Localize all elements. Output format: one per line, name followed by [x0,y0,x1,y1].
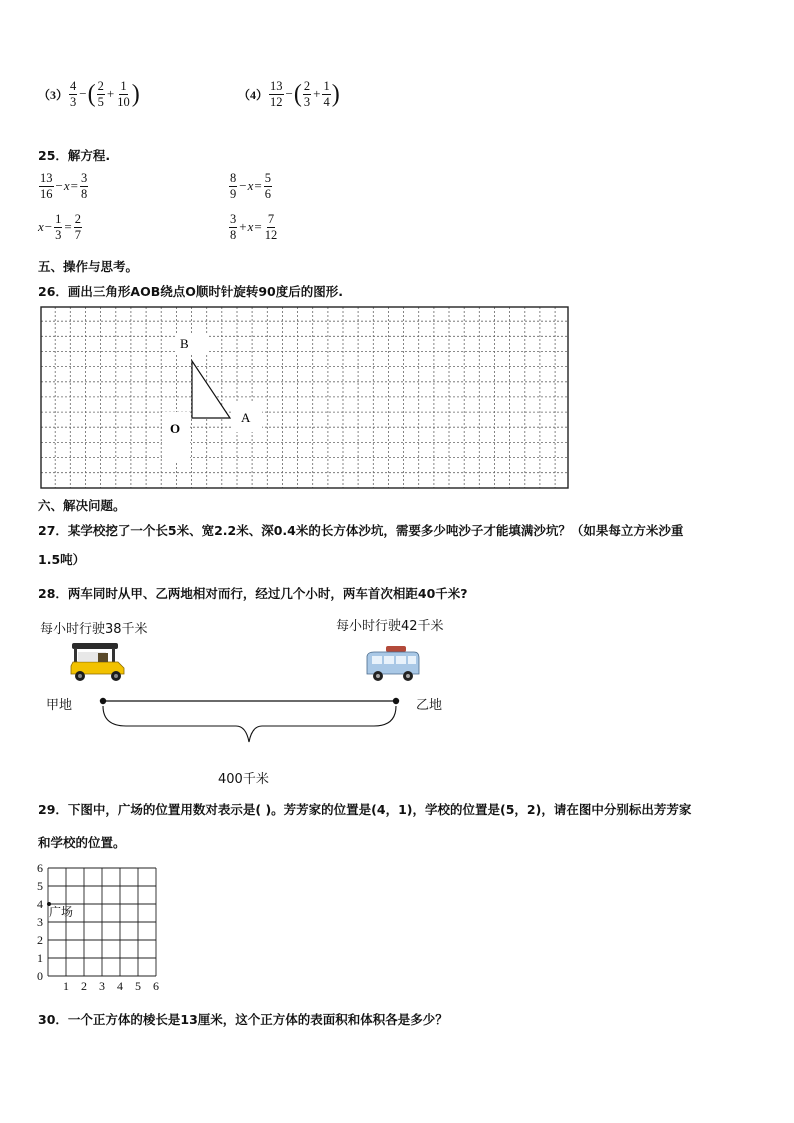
q25-title: 25．解方程. [38,148,111,163]
y-tick-label: 2 [37,933,43,947]
distance-label: 400千米 [218,772,269,787]
q30-title: 30．一个正方体的棱长是13厘米，这个正方体的表面积和体积各是多少？ [38,1012,448,1027]
equation-2: $\frac{8}{9}$ − x = $\frac{5}{6}$ [230,171,271,201]
y-tick-label: 6 [37,864,43,875]
equation-1: $\frac{13}{16}$ − x = $\frac{3}{8}$ [40,171,88,201]
q27-line1: 27．某学校挖了一个长5米、宽2.2米、深0.4米的长方体沙坑，需要多少吨沙子才能填满沙坑？（如果每立方米沙重 [38,523,684,538]
equation-4: $\frac{3}{8}$ + x = $\frac{7}{12}$ [230,212,278,242]
distance-diagram [96,692,406,752]
equation-3: x − $\frac{1}{3}$ = $\frac{2}{7}$ [38,212,81,242]
rotation-grid [40,306,570,490]
q29-line2: 和学校的位置。 [38,835,126,850]
section-6-heading: 六、解决问题。 [38,498,126,513]
item-label: （3） [38,87,69,102]
label-b: B [180,336,189,351]
q29-line1: 29．下图中，广场的位置用数对表示是( )。芳芳家的位置是(4，1)，学校的位置是(5，2)，请在图中分别标出芳芳家 [38,802,692,817]
label-o: O [170,421,181,436]
q26-title: 26．画出三角形AOB绕点O顺时针旋转90度后的图形. [38,284,343,299]
x-tick-label: 4 [117,979,123,993]
item-label: （4） [238,87,269,102]
x-tick-label: 3 [99,979,105,993]
x-tick-label: 1 [63,979,69,993]
start-point [100,698,106,704]
van-icon [364,644,422,684]
right-place: 乙地 [416,698,443,713]
q24-item3: （3） $\frac{4}{3}$ − ( $\frac{2}{5}$ + $\frac{1}{10}$ ) [38,79,140,109]
q28-title: 28．两车同时从甲、乙两地相对而行，经过几个小时，两车首次相距40千米? [38,586,468,601]
left-speed: 每小时行驶38千米 [40,622,148,637]
x-tick-label: 2 [81,979,87,993]
coordinate-grid [30,864,166,996]
y-tick-label: 0 [37,969,43,983]
y-tick-label: 1 [37,951,43,965]
y-tick-label: 4 [37,897,43,911]
plaza-label: 广场 [49,905,74,919]
y-tick-label: 3 [37,915,43,929]
section-5-heading: 五、操作与思考。 [38,259,139,274]
q24-item4: （4） $\frac{13}{12}$ − ( $\frac{2}{3}$ + $\frac{1}{4}$ ) [238,79,340,109]
triangle-aob [192,361,230,418]
tuk-tuk-icon [68,640,130,682]
grid-border [41,307,568,488]
y-tick-label: 5 [37,879,43,893]
q27-line2: 1.5吨） [38,552,86,567]
right-speed: 每小时行驶42千米 [336,619,444,634]
x-tick-label: 5 [135,979,141,993]
label-a: A [241,410,251,425]
end-point [393,698,399,704]
x-tick-label: 6 [153,979,159,993]
distance-brace [103,706,396,742]
left-place: 甲地 [46,698,73,713]
